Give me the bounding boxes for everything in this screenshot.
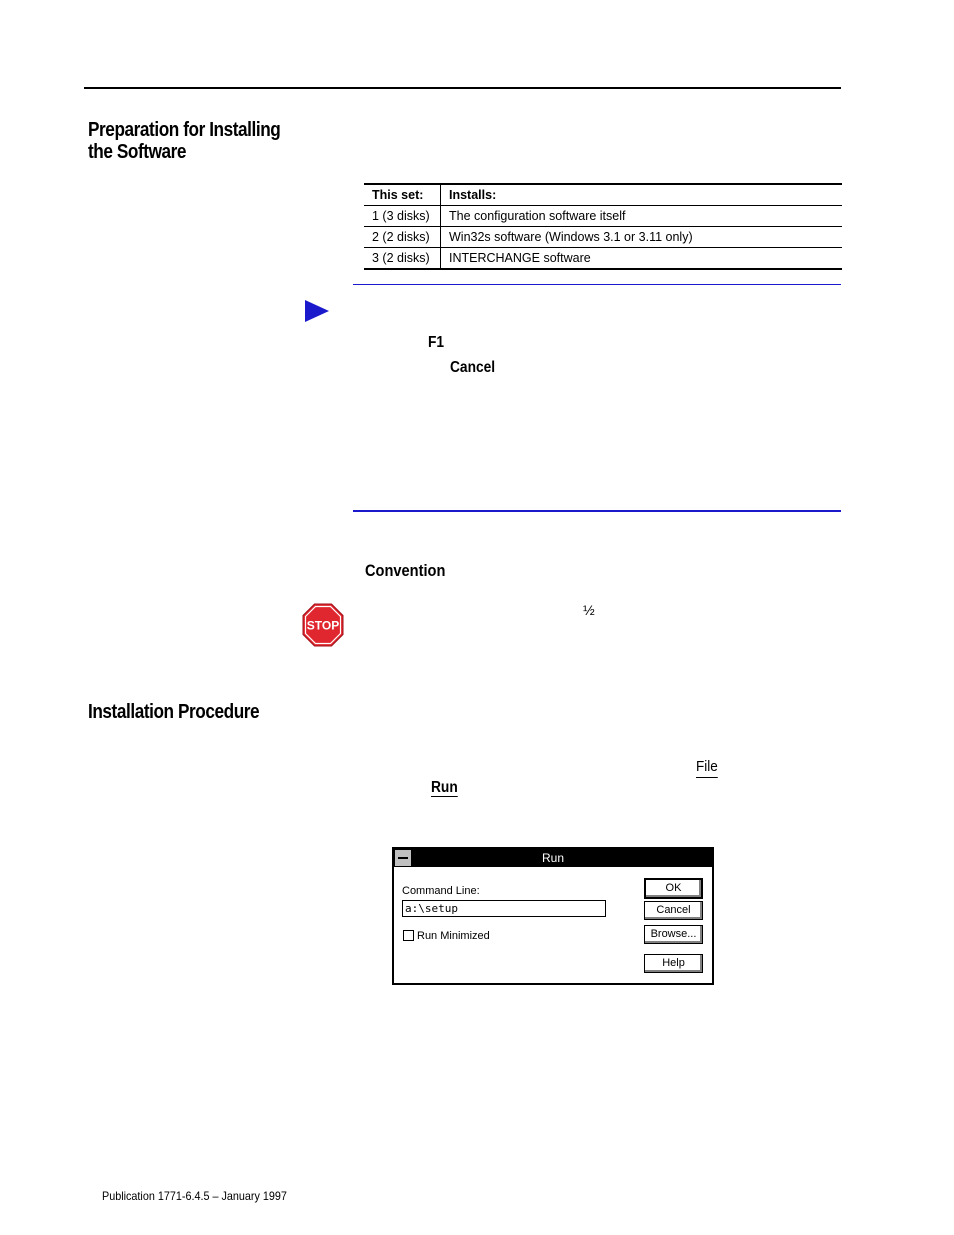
table-header-cell: This set: xyxy=(364,184,441,206)
menu-ref-run-label: Run xyxy=(431,779,458,796)
heading-line-2: the Software xyxy=(88,141,187,163)
key-cancel: Cancel xyxy=(450,359,496,376)
half-fraction: ½ xyxy=(583,602,595,618)
table-cell: The configuration software itself xyxy=(441,206,843,227)
stop-sign-icon xyxy=(302,603,344,647)
table-cell: 3 (2 disks) xyxy=(364,248,441,270)
ok-button[interactable]: OK xyxy=(644,878,703,899)
section-heading-preparation xyxy=(88,119,280,163)
publication-footer: Publication 1771-6.4.5 – January 1997 xyxy=(102,1189,287,1203)
table-header-row xyxy=(364,184,842,206)
menu-ref-file-label: File xyxy=(696,758,718,775)
disk-set-table xyxy=(364,183,842,270)
section-heading-installation: Installation Procedure xyxy=(88,701,260,723)
tip-bottom-rule xyxy=(353,510,841,512)
table-header-cell: Installs: xyxy=(441,184,843,206)
run-minimized-checkbox[interactable] xyxy=(403,930,414,941)
command-line-label: Command Line: xyxy=(402,885,480,897)
run-dialog xyxy=(392,847,714,985)
stop-label: STOP xyxy=(306,618,340,633)
heading-line-1: Preparation for Installing xyxy=(88,119,281,141)
menu-ref-file xyxy=(696,758,718,775)
table-row xyxy=(364,227,842,248)
table-cell: INTERCHANGE software xyxy=(441,248,843,270)
key-f1: F1 xyxy=(428,334,445,351)
table-cell: 2 (2 disks) xyxy=(364,227,441,248)
menu-ref-run xyxy=(431,779,458,797)
run-minimized-label: Run Minimized xyxy=(417,930,490,942)
dialog-title: Run xyxy=(541,851,564,865)
convention-heading: Convention xyxy=(365,561,446,580)
dialog-title-bar xyxy=(394,849,712,867)
command-line-input[interactable]: a:\setup xyxy=(402,900,606,917)
help-button[interactable]: Help xyxy=(644,954,703,973)
table-row xyxy=(364,248,842,270)
table-cell: Win32s software (Windows 3.1 or 3.11 only) xyxy=(441,227,843,248)
browse-button[interactable]: Browse... xyxy=(644,925,703,944)
table-row xyxy=(364,206,842,227)
cancel-button[interactable]: Cancel xyxy=(644,901,703,920)
top-rule xyxy=(84,87,841,89)
system-menu-icon[interactable] xyxy=(395,850,412,866)
table-cell: 1 (3 disks) xyxy=(364,206,441,227)
tip-arrow-icon xyxy=(305,300,329,322)
tip-top-rule xyxy=(353,284,841,285)
